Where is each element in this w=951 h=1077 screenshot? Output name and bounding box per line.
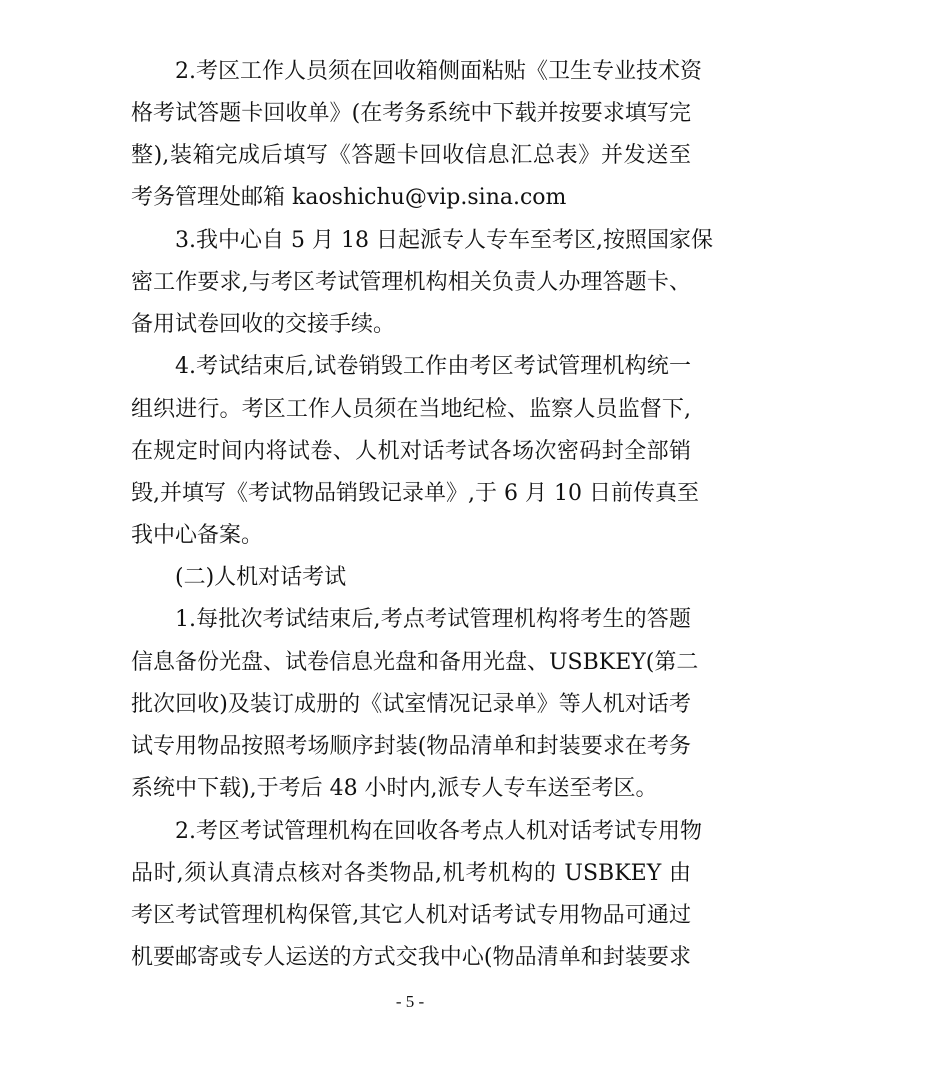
paragraph-4-line-4: 毁,并填写《考试物品销毁记录单》,于 6 月 10 日前传真至 (131, 481, 699, 506)
section-2-paragraph-1-line-2: 信息备份光盘、试卷信息光盘和备用光盘、USBKEY(第二 (131, 650, 699, 675)
section-2-paragraph-2-line-1: 2.考区考试管理机构在回收各考点人机对话考试专用物 (175, 819, 702, 844)
paragraph-3-line-3: 备用试卷回收的交接手续。 (131, 312, 396, 337)
paragraph-4-line-2: 组织进行。考区工作人员须在当地纪检、监察人员监督下, (131, 397, 691, 422)
section-2-paragraph-1-line-1: 1.每批次考试结束后,考点考试管理机构将考生的答题 (175, 607, 691, 632)
paragraph-2-line-3: 整),装箱完成后填写《答题卡回收信息汇总表》并发送至 (131, 143, 691, 168)
section-2-paragraph-1-line-3: 批次回收)及装订成册的《试室情况记录单》等人机对话考 (131, 692, 691, 717)
section-2-paragraph-2-line-3: 考区考试管理机构保管,其它人机对话考试专用物品可通过 (131, 903, 691, 928)
paragraph-4-line-5: 我中心备案。 (131, 523, 264, 548)
paragraph-2-line-4: 考务管理处邮箱 kaoshichu@vip.sina.com (131, 185, 567, 210)
section-2-paragraph-1-line-4: 试专用物品按照考场顺序封装(物品清单和封装要求在考务 (131, 734, 691, 759)
paragraph-4-line-1: 4.考试结束后,试卷销毁工作由考区考试管理机构统一 (175, 354, 691, 379)
section-2-paragraph-2-line-4: 机要邮寄或专人运送的方式交我中心(物品清单和封装要求 (131, 945, 691, 970)
paragraph-2-line-1: 2.考区工作人员须在回收箱侧面粘贴《卫生专业技术资 (175, 59, 702, 84)
paragraph-4-line-3: 在规定时间内将试卷、人机对话考试各场次密码封全部销 (131, 439, 691, 464)
page-number: - 5 - (395, 992, 425, 1011)
section-2-paragraph-1-line-5: 系统中下载),于考后 48 小时内,派专人专车送至考区。 (131, 776, 658, 801)
paragraph-2-line-2: 格考试答题卡回收单》(在考务系统中下载并按要求填写完 (131, 101, 691, 126)
section-2-paragraph-2-line-2: 品时,须认真清点核对各类物品,机考机构的 USBKEY 由 (131, 861, 691, 886)
paragraph-3-line-1: 3.我中心自 5 月 18 日起派专人专车至考区,按照国家保 (175, 228, 713, 253)
paragraph-3-line-2: 密工作要求,与考区考试管理机构相关负责人办理答题卡、 (131, 270, 691, 295)
section-heading-human-computer-exam: (二)人机对话考试 (175, 565, 347, 590)
